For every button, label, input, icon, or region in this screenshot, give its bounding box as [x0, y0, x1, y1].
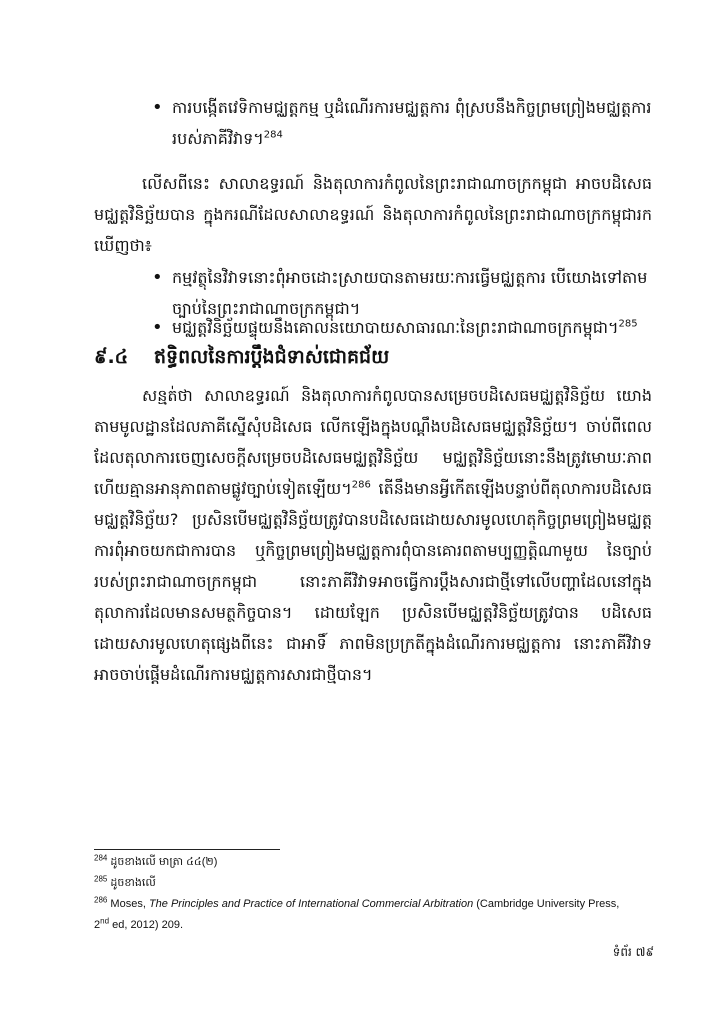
footnote-number: 286 [94, 895, 108, 905]
footnote-rest: ed, 2012) 209. [112, 919, 184, 931]
bullet-item [152, 312, 652, 343]
bullet-text: ការបង្កើតវេទិកាមជ្ឈត្តកម្ម ឬដំណើរការមជ្ឈត្តការ ពុំស្របនឹងកិច្ចព្រមព្រៀងមជ្ឈត្តការរបស់ភាគីវិវាទ។ [172, 98, 652, 148]
section-number: ៩.៤ [94, 346, 129, 368]
footnote-edition-suffix: nd [100, 916, 110, 926]
page-number: ទំព័រ ៧៩ [612, 945, 654, 959]
bullet-dot: • [152, 267, 163, 288]
bullet-dot: • [152, 97, 163, 118]
footnote-publisher: (Cambridge University Press, [476, 898, 620, 910]
bullet-item [152, 92, 652, 154]
footnote-number: 285 [94, 874, 108, 884]
footnote-edition: 2 [94, 919, 101, 931]
footnote-book-title: The Principles and Practice of International Commercial Arbitration [148, 898, 474, 910]
footnote-author: Moses, [110, 898, 146, 910]
footnote [94, 852, 654, 873]
intro-paragraph: លើសពីនេះ សាលាឧទ្ធរណ៍ និងតុលាការកំពូលនៃព្រះរាជាណាចក្រកម្ពុជា អាចបដិសេធមជ្ឈត្តវិនិច្ឆ័យបាន ក្នុងករណីដែលសាលាឧទ្ធរណ៍ និងតុលាការកំពូលនៃព្រះរាជាណាចក្រកម្ពុជារកឃើញថា៖ [94, 174, 652, 255]
bullet-text: កម្មវត្ថុនៃវិវាទនោះពុំអាចដោះស្រាយបានតាមរយៈការធ្វើមជ្ឈត្តការ បើយោងទៅតាមច្បាប់នៃព្រះរាជាណាចក្រកម្ពុជា។ [172, 268, 648, 318]
section-title: ឥទ្ធិពលនៃការប្តឹងជំទាស់ជោគជ័យ [154, 346, 390, 368]
bullet-dot: • [152, 317, 163, 338]
footnote [94, 894, 654, 936]
body-text-part2: តើនឹងមានអ្វីកើតឡើងបន្ទាប់ពីតុលាការបដិសេធមជ្ឈត្តវិនិច្ឆ័យ? ប្រសិនបើមជ្ឈត្តវិនិច្ឆ័យត្រូវបានបដិសេធដោយសារមូលហេតុកិច្ចព្រមព្រៀងមជ្ឈត្តការពុំអាចយកជាការបាន ឬកិច្ចព្រមព្រៀងមជ្ឈត្តការពុំបានគោរពតាមប្បញ្ញត្តិណាមួយ នៃច្បាប់របស់ព្រះរាជាណាចក្រកម្ពុជា នោះភាគីវិវាទអាចធ្វើការប្តឹងសារជាថ្មីទៅលើបញ្ហាដែលនៅក្នុងតុលាការដែលមានសមត្ថកិច្ចបាន។ ដោយឡែក ប្រសិនបើមជ្ឈត្តវិនិច្ឆ័យត្រូវបាន បដិសេធដោយសារមូលហេតុផ្សេងពីនេះ ជាអាទិ៍ ភាពមិនប្រក្រតីក្នុងដំណើរការមជ្ឈត្តការ នោះភាគីវិវាទអាចចាប់ផ្តើមដំណើរការមជ្ឈត្តការសារជាថ្មីបាន។ [94, 479, 652, 684]
section-heading [94, 340, 389, 374]
body-paragraph [94, 380, 652, 690]
body-text-part1: សន្មត់ថា សាលាឧទ្ធរណ៍ និងតុលាការកំពូលបានសម្រេចបដិសេធមជ្ឈត្តវិនិច្ឆ័យ យោងតាមមូលដ្ឋានដែលភាគីស្នើសុំបដិសេធ លើកឡើងក្នុងបណ្តឹងបដិសេធមជ្ឈត្តវិនិច្ឆ័យ។ ចាប់ពីពេលដែលតុលាការចេញសេចក្តីសម្រេចបដិសេធមជ្ឈត្តវិនិច្ឆ័យ មជ្ឈត្តវិនិច្ឆ័យនោះនឹងត្រូវមោឃៈភាព ហើយគ្មានអានុភាពតាមផ្លូវច្បាប់ទៀតឡើយ។ [94, 386, 652, 498]
footnote-ref: 285 [618, 318, 638, 330]
footnote-ref: 286 [351, 479, 371, 491]
footnote-text: ដូចខាងលើ មាត្រា ៤៤(២) [110, 856, 218, 868]
footnote-ref: 284 [263, 129, 283, 141]
footnote-text: ដូចខាងលើ [110, 877, 156, 889]
footnote [94, 873, 654, 894]
footnote-separator [94, 849, 280, 850]
footnotes [94, 852, 654, 936]
footnote-number: 284 [94, 853, 108, 863]
bullet-text: មជ្ឈត្តវិនិច្ឆ័យផ្ទុយនឹងគោលនយោបាយសាធារណៈនៃព្រះរាជាណាចក្រកម្ពុជា។ [172, 318, 619, 337]
